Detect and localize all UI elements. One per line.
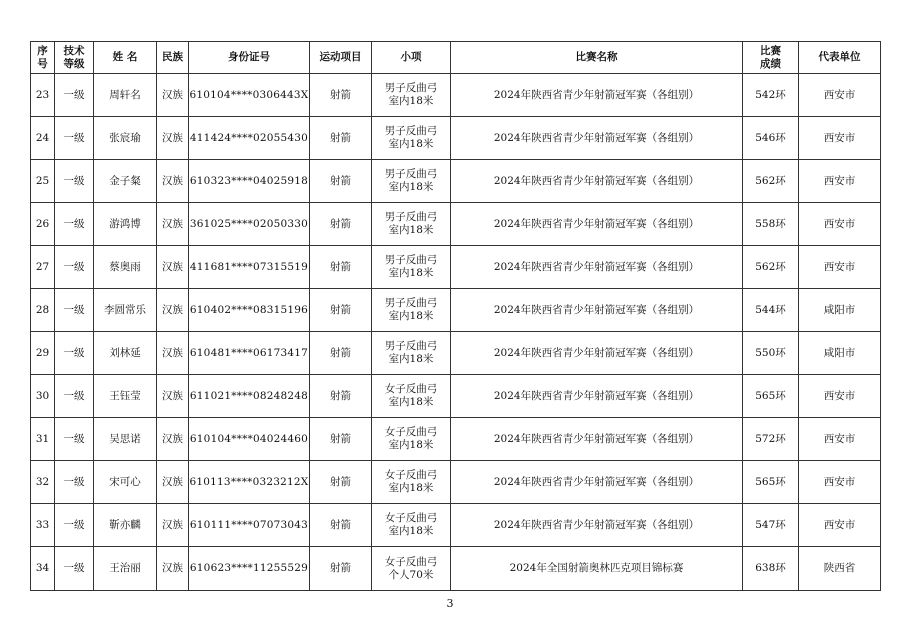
table-body: [31, 74, 881, 591]
header-name: 姓 名: [94, 42, 157, 74]
cell-competition: 2024年陕西省青少年射箭冠军赛（各组别）: [451, 160, 743, 203]
cell-ethnicity: 汉族: [157, 289, 189, 332]
cell-event: [372, 117, 451, 160]
table-row: [31, 74, 881, 117]
cell-sport: 射箭: [310, 504, 372, 547]
cell-unit: 西安市: [799, 246, 881, 289]
cell-competition: 2024年陕西省青少年射箭冠军赛（各组别）: [451, 332, 743, 375]
table-row: [31, 504, 881, 547]
cell-result: 550环: [743, 332, 799, 375]
cell-id-number: 610323****04025918: [189, 160, 310, 203]
cell-seq: 23: [31, 74, 55, 117]
header-grade: [55, 42, 94, 74]
event-line: 男子反曲弓: [384, 82, 438, 94]
cell-name: 周轩名: [94, 74, 157, 117]
cell-unit: 咸阳市: [799, 332, 881, 375]
cell-seq: 28: [31, 289, 55, 332]
table-row: [31, 160, 881, 203]
cell-ethnicity: 汉族: [157, 461, 189, 504]
page-number: 3: [446, 597, 454, 610]
event-line: 男子反曲弓: [384, 297, 438, 309]
event-line: 室内18米: [388, 181, 434, 193]
cell-grade: 一级: [55, 289, 94, 332]
header-seq: [31, 42, 55, 74]
event-line: 室内18米: [388, 353, 434, 365]
cell-name: 李圆常乐: [94, 289, 157, 332]
h-result-label: 比赛 成绩: [760, 44, 781, 70]
table-row: [31, 332, 881, 375]
header-result: [743, 42, 799, 74]
cell-seq: 33: [31, 504, 55, 547]
cell-competition: 2024年陕西省青少年射箭冠军赛（各组别）: [451, 504, 743, 547]
table-row: [31, 203, 881, 246]
cell-seq: 27: [31, 246, 55, 289]
table-row: [31, 289, 881, 332]
cell-event: [372, 246, 451, 289]
cell-seq: 25: [31, 160, 55, 203]
cell-result: 572环: [743, 418, 799, 461]
cell-result: 562环: [743, 160, 799, 203]
cell-ethnicity: 汉族: [157, 332, 189, 375]
event-line: 男子反曲弓: [384, 340, 438, 352]
event-line: 男子反曲弓: [384, 254, 438, 266]
cell-name: 蔡奥雨: [94, 246, 157, 289]
cell-result: 542环: [743, 74, 799, 117]
cell-ethnicity: 汉族: [157, 203, 189, 246]
cell-sport: 射箭: [310, 418, 372, 461]
event-line: 室内18米: [388, 310, 434, 322]
cell-competition: 2024年陕西省青少年射箭冠军赛（各组别）: [451, 375, 743, 418]
table-row: [31, 375, 881, 418]
cell-competition: 2024年陕西省青少年射箭冠军赛（各组别）: [451, 203, 743, 246]
cell-name: 吴思诺: [94, 418, 157, 461]
header-event: 小项: [372, 42, 451, 74]
cell-ethnicity: 汉族: [157, 375, 189, 418]
cell-grade: 一级: [55, 203, 94, 246]
cell-grade: 一级: [55, 504, 94, 547]
table-row: [31, 418, 881, 461]
event-line: 女子反曲弓: [384, 512, 438, 524]
cell-result: 638环: [743, 547, 799, 591]
cell-unit: 西安市: [799, 117, 881, 160]
cell-id-number: 411681****07315519: [189, 246, 310, 289]
event-line: 室内18米: [388, 396, 434, 408]
table-row: [31, 117, 881, 160]
cell-name: 游鸿博: [94, 203, 157, 246]
cell-grade: 一级: [55, 246, 94, 289]
cell-grade: 一级: [55, 74, 94, 117]
cell-event: [372, 461, 451, 504]
cell-name: 王钰莹: [94, 375, 157, 418]
event-line: 室内18米: [388, 138, 434, 150]
h-grade-label: 技术 等级: [63, 44, 85, 70]
cell-id-number: 610402****08315196: [189, 289, 310, 332]
cell-id-number: 610104****0306443X: [189, 74, 310, 117]
event-line: 女子反曲弓: [384, 555, 438, 568]
cell-ethnicity: 汉族: [157, 246, 189, 289]
cell-competition: 2024年陕西省青少年射箭冠军赛（各组别）: [451, 117, 743, 160]
cell-result: 546环: [743, 117, 799, 160]
cell-ethnicity: 汉族: [157, 160, 189, 203]
cell-result: 562环: [743, 246, 799, 289]
cell-id-number: 610111****07073043: [189, 504, 310, 547]
header-id-number: 身份证号: [189, 42, 310, 74]
cell-seq: 29: [31, 332, 55, 375]
header-ethnicity: 民族: [157, 42, 189, 74]
cell-result: 565环: [743, 461, 799, 504]
cell-name: 张宸瑜: [94, 117, 157, 160]
h-seq-label: 序 号: [37, 44, 48, 70]
cell-name: 宋可心: [94, 461, 157, 504]
cell-name: 金子粲: [94, 160, 157, 203]
cell-event: [372, 504, 451, 547]
cell-ethnicity: 汉族: [157, 547, 189, 591]
event-line: 个人70米: [388, 568, 434, 581]
cell-seq: 32: [31, 461, 55, 504]
cell-sport: 射箭: [310, 547, 372, 591]
cell-grade: 一级: [55, 418, 94, 461]
cell-event: [372, 418, 451, 461]
cell-result: 565环: [743, 375, 799, 418]
cell-id-number: 610104****04024460: [189, 418, 310, 461]
cell-unit: 西安市: [799, 74, 881, 117]
cell-competition: 2024年全国射箭奥林匹克项目锦标赛: [451, 547, 743, 591]
header-sport: 运动项目: [310, 42, 372, 74]
cell-competition: 2024年陕西省青少年射箭冠军赛（各组别）: [451, 289, 743, 332]
cell-unit: 西安市: [799, 461, 881, 504]
cell-id-number: 611021****08248248: [189, 375, 310, 418]
cell-id-number: 610623****11255529: [189, 547, 310, 591]
cell-event: [372, 74, 451, 117]
event-line: 室内18米: [388, 439, 434, 451]
cell-event: [372, 289, 451, 332]
cell-ethnicity: 汉族: [157, 504, 189, 547]
event-line: 女子反曲弓: [384, 426, 438, 438]
cell-ethnicity: 汉族: [157, 418, 189, 461]
cell-unit: 西安市: [799, 418, 881, 461]
cell-sport: 射箭: [310, 160, 372, 203]
event-line: 男子反曲弓: [384, 125, 438, 137]
cell-unit: 陕西省: [799, 547, 881, 591]
cell-id-number: 610481****06173417: [189, 332, 310, 375]
cell-sport: 射箭: [310, 246, 372, 289]
cell-sport: 射箭: [310, 332, 372, 375]
cell-id-number: 411424****02055430: [189, 117, 310, 160]
cell-event: [372, 160, 451, 203]
event-line: 室内18米: [388, 95, 434, 107]
event-line: 男子反曲弓: [384, 168, 438, 180]
cell-sport: 射箭: [310, 289, 372, 332]
cell-seq: 30: [31, 375, 55, 418]
cell-sport: 射箭: [310, 74, 372, 117]
cell-sport: 射箭: [310, 117, 372, 160]
table-header-row: [31, 42, 881, 74]
cell-sport: 射箭: [310, 461, 372, 504]
cell-event: [372, 547, 451, 591]
cell-seq: 24: [31, 117, 55, 160]
cell-name: 王治丽: [94, 547, 157, 591]
cell-seq: 34: [31, 547, 55, 591]
cell-competition: 2024年陕西省青少年射箭冠军赛（各组别）: [451, 461, 743, 504]
cell-event: [372, 375, 451, 418]
cell-unit: 西安市: [799, 203, 881, 246]
event-line: 室内18米: [388, 482, 434, 494]
cell-id-number: 610113****0323212X: [189, 461, 310, 504]
cell-unit: 西安市: [799, 504, 881, 547]
cell-unit: 西安市: [799, 375, 881, 418]
cell-seq: 31: [31, 418, 55, 461]
athlete-table: [30, 41, 881, 591]
cell-competition: 2024年陕西省青少年射箭冠军赛（各组别）: [451, 74, 743, 117]
cell-result: 547环: [743, 504, 799, 547]
cell-competition: 2024年陕西省青少年射箭冠军赛（各组别）: [451, 246, 743, 289]
cell-grade: 一级: [55, 547, 94, 591]
cell-unit: 咸阳市: [799, 289, 881, 332]
cell-name: 刘林延: [94, 332, 157, 375]
event-line: 女子反曲弓: [384, 469, 438, 481]
cell-ethnicity: 汉族: [157, 117, 189, 160]
event-line: 室内18米: [388, 267, 434, 279]
cell-id-number: 361025****02050330: [189, 203, 310, 246]
cell-sport: 射箭: [310, 203, 372, 246]
table-row: [31, 461, 881, 504]
cell-grade: 一级: [55, 461, 94, 504]
table-row: [31, 246, 881, 289]
table-row: [31, 547, 881, 591]
cell-name: 靳亦麟: [94, 504, 157, 547]
cell-sport: 射箭: [310, 375, 372, 418]
cell-grade: 一级: [55, 160, 94, 203]
cell-event: [372, 203, 451, 246]
header-unit: 代表单位: [799, 42, 881, 74]
cell-result: 544环: [743, 289, 799, 332]
cell-seq: 26: [31, 203, 55, 246]
cell-ethnicity: 汉族: [157, 74, 189, 117]
event-line: 室内18米: [388, 224, 434, 236]
cell-competition: 2024年陕西省青少年射箭冠军赛（各组别）: [451, 418, 743, 461]
cell-unit: 西安市: [799, 160, 881, 203]
cell-grade: 一级: [55, 332, 94, 375]
event-line: 女子反曲弓: [384, 383, 438, 395]
event-line: 男子反曲弓: [384, 211, 438, 223]
cell-result: 558环: [743, 203, 799, 246]
cell-grade: 一级: [55, 117, 94, 160]
header-competition: 比赛名称: [451, 42, 743, 74]
event-line: 室内18米: [388, 525, 434, 537]
cell-event: [372, 332, 451, 375]
cell-grade: 一级: [55, 375, 94, 418]
